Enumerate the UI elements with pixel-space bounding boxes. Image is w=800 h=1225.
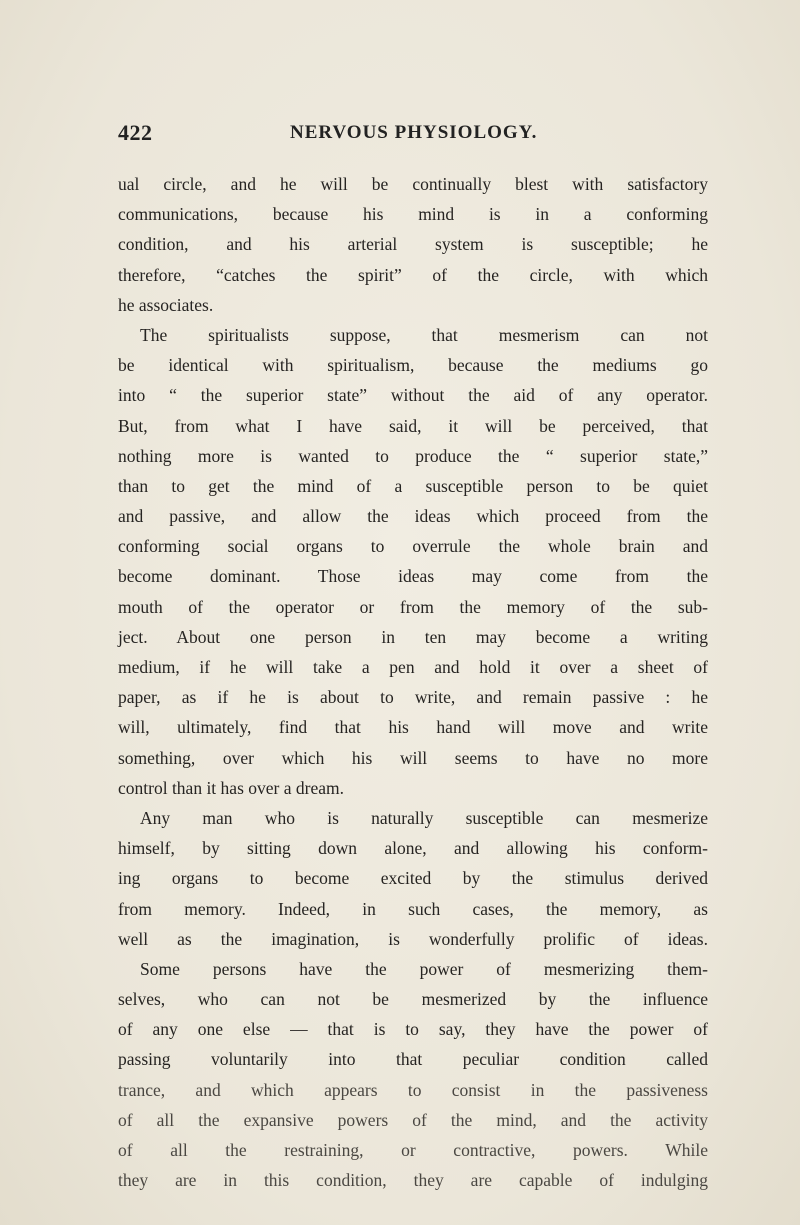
body-text <box>118 169 708 1195</box>
text-line: control than it has over a dream. <box>118 777 344 798</box>
text-line: something, over which his will seems to have no more <box>118 747 708 768</box>
text-line: ing organs to become excited by the stimulus derived <box>118 868 708 889</box>
text-line: from memory. Indeed, in such cases, the memory, as <box>118 898 708 919</box>
text-line: passing voluntarily into that peculiar condition called <box>118 1049 708 1070</box>
running-head-title: NERVOUS PHYSIOLOGY. <box>290 122 538 143</box>
text-line: of any one else — that is to say, they have the power of <box>118 1019 708 1040</box>
page-number: 422 <box>118 120 153 145</box>
text-line: The spiritualists suppose, that mesmerism can not <box>140 324 708 345</box>
text-line: trance, and which appears to consist in the passiveness <box>118 1079 708 1100</box>
text-line: nothing more is wanted to produce the “ superior state,” <box>118 445 708 466</box>
text-line: and passive, and allow the ideas which proceed from the <box>118 506 708 527</box>
text-line: will, ultimately, find that his hand will move and write <box>118 717 708 738</box>
text-line: of all the expansive powers of the mind, and the activity <box>118 1109 708 1130</box>
text-line: Some persons have the power of mesmerizing them- <box>140 958 708 979</box>
text-line: well as the imagination, is wonderfully prolific of ideas. <box>118 928 708 949</box>
text-line: mouth of the operator or from the memory of the sub- <box>118 596 708 617</box>
text-line: selves, who can not be mesmerized by the influence <box>118 989 708 1010</box>
text-line: become dominant. Those ideas may come from the <box>118 566 708 587</box>
text-line: therefore, “catches the spirit” of the circle, with which <box>118 264 708 285</box>
text-line: communications, because his mind is in a conforming <box>118 204 708 225</box>
text-line: But, from what I have said, it will be perceived, that <box>118 415 708 436</box>
text-line: himself, by sitting down alone, and allowing his conform- <box>118 838 708 859</box>
text-line: than to get the mind of a susceptible person to be quiet <box>118 475 708 496</box>
text-line: they are in this condition, they are capable of indulging <box>118 1170 708 1191</box>
text-line: be identical with spiritualism, because the mediums go <box>118 355 708 376</box>
text-line: paper, as if he is about to write, and remain passive : he <box>118 687 708 708</box>
text-line: into “ the superior state” without the aid of any operator. <box>118 385 708 406</box>
text-line: conforming social organs to overrule the whole brain and <box>118 536 708 557</box>
text-line: of all the restraining, or contractive, powers. While <box>118 1140 708 1160</box>
running-head <box>118 120 692 148</box>
text-line: medium, if he will take a pen and hold it over a sheet of <box>118 657 708 677</box>
text-line: Any man who is naturally susceptible can mesmerize <box>140 807 708 828</box>
text-line: ject. About one person in ten may become a writing <box>118 626 708 647</box>
text-line: he associates. <box>118 294 214 315</box>
text-line: ual circle, and he will be continually blest with satisfactory <box>118 174 708 194</box>
text-line: condition, and his arterial system is susceptible; he <box>118 234 708 255</box>
